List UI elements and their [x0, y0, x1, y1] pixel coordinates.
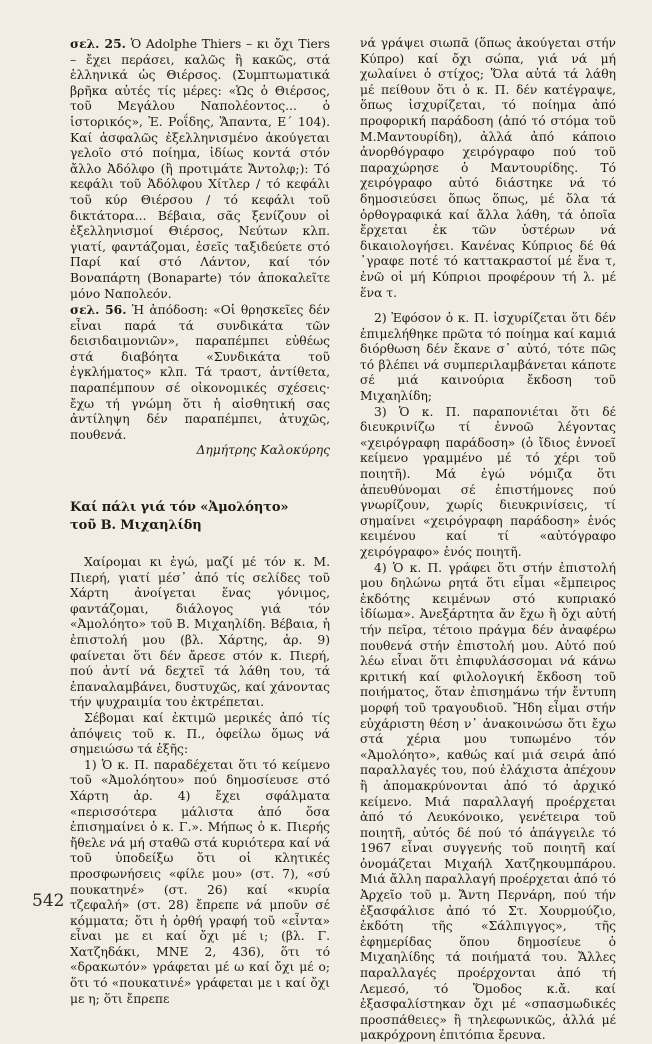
paragraph: 2) Ἐφόσον ὁ κ. Π. ἰσχυρίζεται ὅτι δέν ἐπιμελήθηκε πρῶτα τό ποίημα καί καμιά διόρθωση δέν ἔκανε σ᾽ αὐτό, τότε πῶς τό βλέπει νά συμπεριλαμβάνεται κάποτε σέ μιά καινούρια ἔκδοση τοῦ Μιχαηλίδη; — [360, 311, 616, 404]
note-ref: σελ. 56. — [70, 302, 127, 318]
right-column — [360, 36, 616, 1044]
paragraph: 4) Ὁ κ. Π. γράφει ὅτι στήν ἐπιστολή μου δηλώνω ρητά ὅτι εἶμαι «ἔμπειρος ἐκδότης κειμένων στό κυπριακό ἰδίωμα». Ἀνεξάρτητα ἄν ἔχω ἢ ὄχι αὐτή τήν πεῖρα, τέτοιο πράγμα δέν ἀναφέρω πουθενά στήν ἐπιστολή μου. Αὐτό πού λέω εἶναι ὅτι ἐπιφυλάσσομαι νά κάνω κριτική καί φιλολογική ἔκδοση τοῦ ποιήματος, ὅταν ἐπισημάνω τήν ἔντυπη μορφή τοῦ τραγουδιοῦ. Ἤδη εἶμαι στήν εὐχάριστη θέση ν᾽ ἀνακοινώσω ὅτι ἔχω στά χέρια μου τυπωμένο τόν «Ἀμολόητο», καθώς καί μιά σειρά ἀπό παραλλαγές του, πού ἐλάχιστα ἀπέχουν ἢ ἀπομακρύνονται ἀπό τό ἀρχικό κείμενο. Μιά παραλλαγή προέρχεται ἀπό τό Λευκόνοικο, γενέτειρα τοῦ ποιητῆ, αὐτός δέ πού τό ἀπάγγειλε τό 1967 εἶναι συγγενής τοῦ ποιητῆ καί ὀνομάζεται Μιχαήλ Χατζηκουμπάρου. Μιά ἄλλη παραλλαγή προέρχεται ἀπό τό Ἀρχεῖο τοῦ μ. Ἄντη Περνάρη, πού τήν ἐξασφάλισε ἀπό τό Στ. Χουρμούζιο, ἐκδότη τῆς «Σάλπιγγος», τῆς ἐφημερίδας ὅπου δημοσίευε ὁ Μιχαηλίδης τά ποιήματά του. Ἄλλες παραλλαγές προέρχονται ἀπό τή Λεμεσό, τό Ὅμοδος κ.ἄ. καί ἐξασφαλίστηκαν ὄχι μέ «σπασμωδικές προσπάθειες» ἢ τηλεφωνικῶς, ἀλλά μέ μακρόχρονη ἐπιτόπια ἔρευνα. — [360, 560, 616, 1043]
heading-line: Καί πάλι γιά τόν «Ἀμολόητο» — [70, 500, 289, 516]
signature: Δημήτρης Καλοκύρης — [196, 443, 330, 458]
paragraph: Σέβομαι καί ἐκτιμῶ μερικές ἀπό τίς ἀπόψεις τοῦ κ. Π., ὀφείλω ὅμως νά σημειώσω τά ἑξῆς: — [70, 710, 330, 757]
left-column — [70, 36, 330, 1007]
note-text: Ὁ Adolphe Thiers – κι ὄχι Tiers – ἔχει περάσει, καλῶς ἢ κακῶς, στά ἑλληνικά ὡς Θιέρσος. (Συμπτωματικά βρῆκα αὐτές τίς μέρες: «Ὡς ὁ Θιέρσος, τοῦ Μεγάλου Ναπολέοντος... ὁ ἱστορικός», Ἐ. Ροΐδης, Ἅπαντα, Ε΄ 104). Καί ἀσφαλῶς ἐξελληνισμένο ἀκούγεται γελοῖο στό ποίημα, ἰδίως κοντά στόν ἄλλο Ἀδόλφο (ἢ προτιμάτε Ἄντολφ;): Τό κεφάλι τοῦ Ἀδόλφου Χίτλερ / τό κεφάλι τοῦ κύρ Θιέρσου / τό κεφάλι τοῦ δικτάτορα... Βέβαια, σᾶς ξενίζουν οἱ ἐξελληνισμοί Θιέρσος, Νεύτων κλπ. γιατί, φαντάζομαι, ἐσεῖς ταξιδεύετε στό Παρί καί στό Λάντον, καί τόν Βοναπάρτη (Bonaparte) τόν ἀποκαλεῖτε μόνο Ναπολεόν. — [70, 37, 330, 301]
paragraph: Χαίρομαι κι ἐγώ, μαζί μέ τόν κ. Μ. Πιερή, γιατί μέσ᾽ ἀπό τίς σελίδες τοῦ Χάρτη ἀνοίγεται ἕνας γόνιμος, φαντάζομαι, διάλογος γιά τόν «Ἀμολόητο» τοῦ Β. Μιχαηλίδη. Βέβαια, ἡ ἐπιστολή μου (βλ. Χάρτης, ἀρ. 9) φαίνεται ὅτι δέν ἄρεσε στόν κ. Πιερή, πού ἀντί νά δεχτεῖ τά λάθη του, τά ἐπαναλαμβάνει, δυστυχῶς, καί χάνοντας τήν ψυχραιμία του ἐκτρέπεται. — [70, 555, 330, 710]
paragraph: νά γράψει σιωπᾶ (ὅπως ἀκούγεται στήν Κύπρο) καί ὄχι σώπα, γιά νά μή χωλαίνει ὁ στίχος; Ὅλα αὐτά τά λάθη μέ πείθουν ὅτι ὁ κ. Π. δέν κατέγραψε, ὅπως ἰσχυρίζεται, τό ποίημα ἀπό προφορική παράδοση (ἀπό τό στόμα τοῦ Μ.Μαντουρίδη), ἀλλά ἀπό κάποιο ἀνορθόγραφο χειρόγραφο πού τοῦ παραχώρησε ὁ Μαντουρίδης. Τό χειρόγραφο αὐτό διάστηκε νά τό δημοσιεύσει ὅπως ὅπως, μέ ὅλα τά ὀρθογραφικά καί ἄλλα λάθη, τά ὁποῖα ἔρχεται ἐκ τῶν ὑστέρων νά δικαιολογήσει. Κανένας Κύπριος δέ θά ᾽γραφε ποτέ τό καττακραστοί μέ ἕνα τ, ἐνῶ οἱ μή Κύπριοι προφέρουν τή λ. μέ ἕνα τ. — [360, 36, 616, 300]
article-heading — [70, 499, 330, 535]
note-ref: σελ. 25. — [70, 36, 126, 51]
page-number: 542 — [32, 891, 65, 911]
note-page-25 — [70, 36, 330, 302]
heading-line: τοῦ Β. Μιχαηλίδη — [70, 518, 202, 534]
note-page-56 — [70, 302, 330, 443]
paragraph: 3) Ὁ κ. Π. παραπονιέται ὅτι δέ διευκρινίζω τί ἐννοῶ λέγοντας «χειρόγραφη παράδοση» (ὁ ἴδιος ἐννοεῖ κείμενο γραμμένο μέ τό χέρι τοῦ ποιητῆ). Μά ἐγώ νόμιζα ὅτι ἀπευθύνομαι σέ ἐπιστήμονες πού γνωρίζουν, χωρίς διευκρινίσεις, τί σημαίνει «χειρόγραφη παράδοση» ἑνός κειμένου καί τί «αὐτόγραφο χειρόγραφο» ἑνός ποιητῆ. — [360, 404, 616, 559]
paragraph: 1) Ὁ κ. Π. παραδέχεται ὅτι τό κείμενο τοῦ «Ἀμολόητου» πού δημοσίευσε στό Χάρτη ἀρ. 4) ἔχει σφάλματα «περισσότερα μάλιστα ἀπό ὅσα ἐπισημαίνει ὁ κ. Γ.». Μήπως ὁ κ. Πιερής ἤθελε νά μή σταθῶ στά κυριότερα καί νά τοῦ ὑποδείξω ὅτι οἱ κλητικές προσφωνήσεις «φίλε μου» (στ. 7), «σύ πουκατηνέ» (στ. 26) καί «κυρία τζεφαλή» (στ. 28) ἔπρεπε νά μποῦν σέ κόμματα; ὅτι ἡ ὀρθή γραφή τοῦ «εἶντα» εἶναι με ει καί ὄχι μέ ι; (βλ. Γ. Χατζηδάκι, ΜΝΕ 2, 436), ὅτι τό «δρακωτόν» γράφεται μέ ω καί ὄχι μέ ο; ὅτι τό «πουκατινέ» γράφεται με ι καί ὄχι με η; ὅτι ἔπρεπε — [70, 757, 330, 1006]
note-text: Ἡ ἀπόδοση: «Οἱ θρησκεῖες δέν εἶναι παρά τά συνδικάτα τῶν δεισιδαιμονιῶν», παραπέμπει εὐθέως στά διαβόητα «Συνδικάτα τοῦ ἐγκλήματος» κλπ. Τά τραστ, ἀντίθετα, παραπέμπουν σέ οἰκονομικές σχέσεις· ἔχω τή γνώμη ὅτι ἡ αἰσθητική σας ἀντίληψη δέν παραπέμπει, ἀτυχῶς, πουθενά. — [70, 303, 330, 442]
